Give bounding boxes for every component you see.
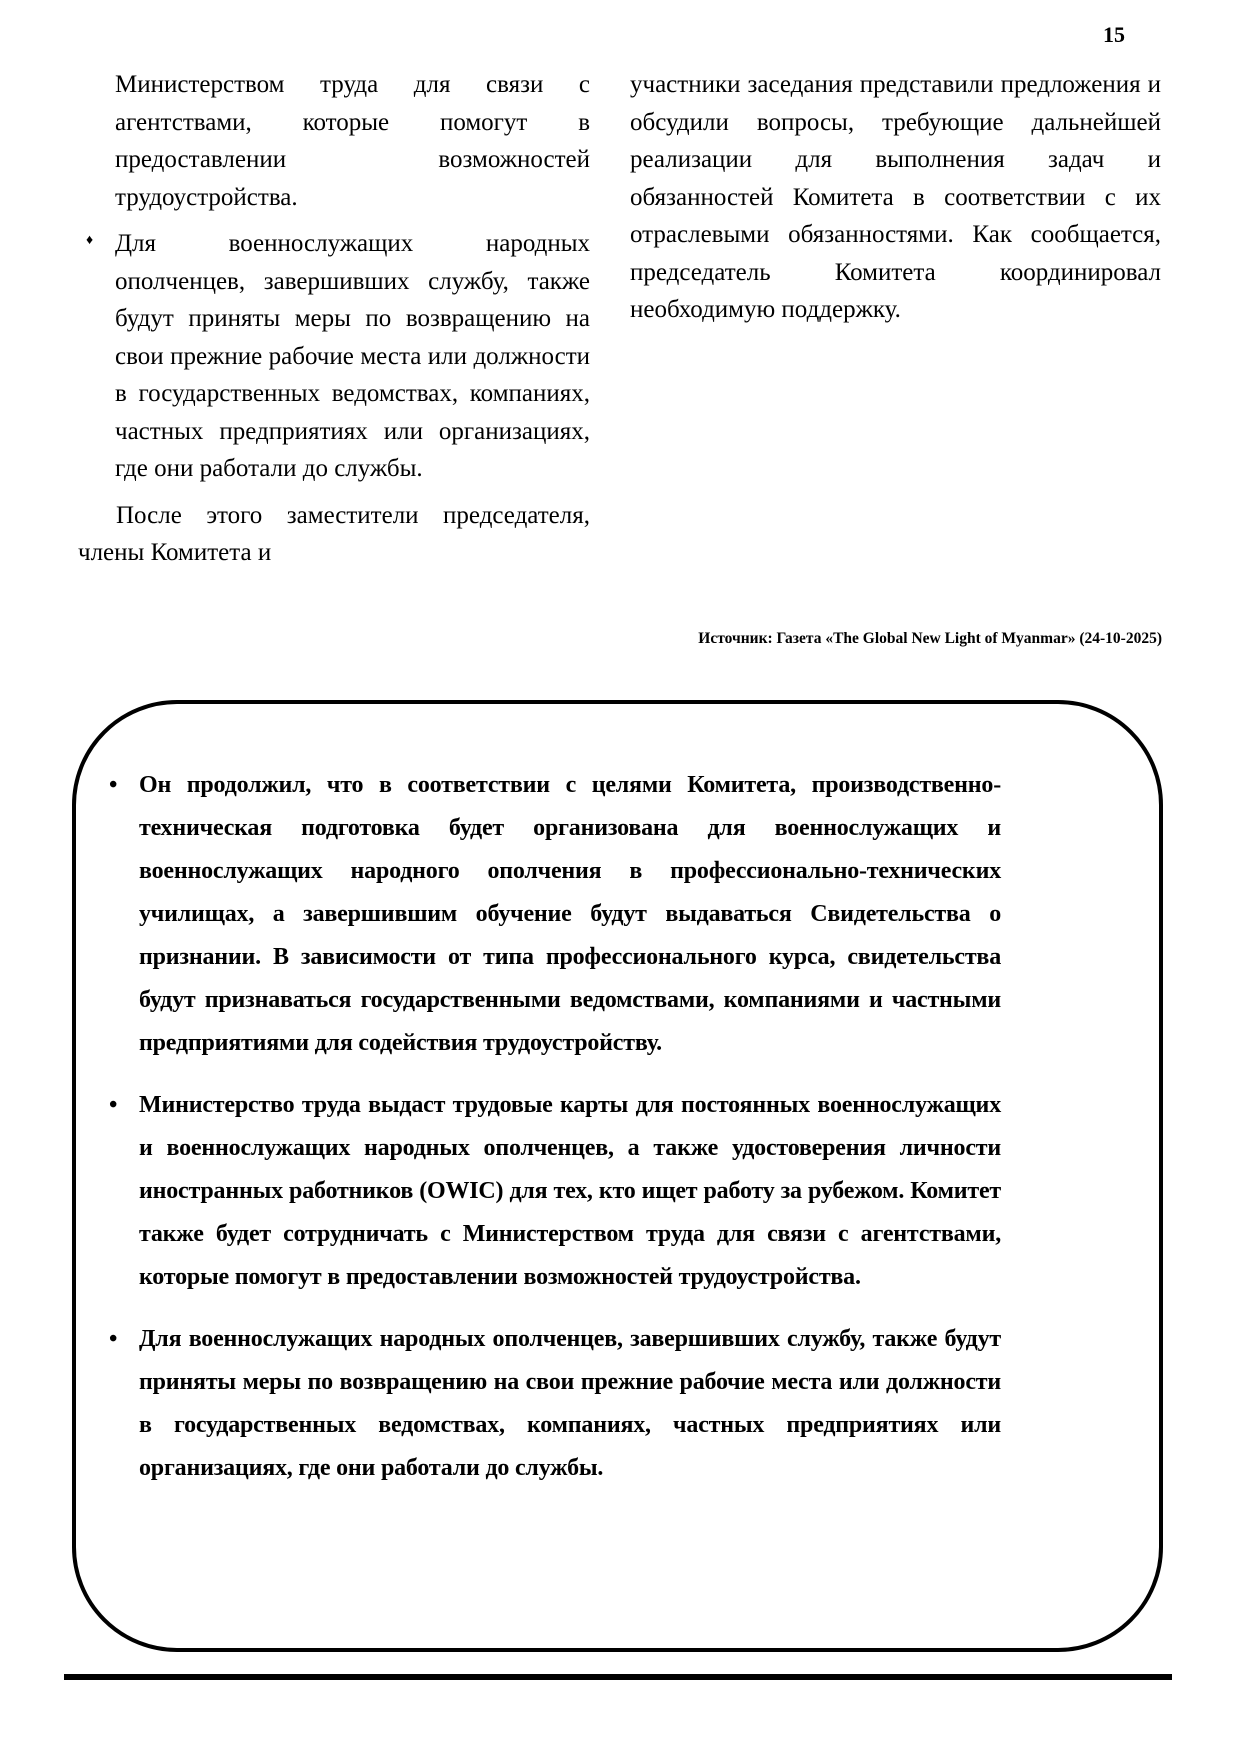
text-column-right: [630, 66, 1161, 338]
callout-bullet-item: [109, 764, 1001, 1065]
bullet-paragraph-text: Для военнослужащих народных ополченцев, завершивших службу, также будут приняты меры по возвращению на свои прежние рабочие места или должности в государственных ведомствах, компаниях, частных предприятиях или организациях, где они работали до службы.: [115, 230, 590, 482]
continuation-paragraph: Министерством труда для связи с агентствами, которые помогут в предоставлении возможностей трудоустройства.: [115, 71, 590, 211]
callout-bullet-item: [109, 1318, 1001, 1490]
callout-content: [109, 764, 1001, 1509]
footer-divider-rule: [64, 1674, 1172, 1680]
dot-bullet-icon: •: [109, 772, 118, 798]
dot-bullet-icon: •: [109, 1326, 118, 1352]
diamond-bullet-icon: ♦: [86, 233, 94, 248]
callout-bullet-item: [109, 1084, 1001, 1299]
closing-paragraph: После этого заместители председателя, члены Комитета и: [78, 501, 590, 566]
callout-item-text: Министерство труда выдаст трудовые карты для постоянных военнослужащих и военнослужащих народных ополченцев, а также удостоверения личности иностранных работников (OWIC) для тех, кто ищет работу за рубежом. Комитет также будет сотрудничать с Министерством труда для связи с агентствами, которые помогут в предоставлении возможностей трудоустройства.: [139, 1092, 1001, 1290]
text-column-left: [78, 66, 590, 581]
dot-bullet-icon: •: [109, 1092, 118, 1118]
source-citation: Источник: Газета «The Global New Light of Myanmar» (24-10-2025): [698, 630, 1162, 647]
callout-item-text: Для военнослужащих народных ополченцев, завершивших службу, также будут приняты меры по возвращению на свои прежние рабочие места или должности в государственных ведомствах, компаниях, частных предприятиях или организациях, где они работали до службы.: [139, 1326, 1001, 1481]
callout-box: [72, 700, 1163, 1652]
bullet-paragraph: [78, 225, 590, 488]
right-column-paragraph: участники заседания представили предложения и обсудили вопросы, требующие дальнейшей реализации для выполнения задач и обязанностей Комитета в соответствии с их отраслевыми обязанностями. Как сообщается, председатель Комитета координировал необходимую поддержку.: [630, 71, 1161, 323]
callout-item-text: Он продолжил, что в соответствии с целями Комитета, производственно-техническая подготовка будет организована для военнослужащих и военнослужащих народного ополчения в профессионально-технических училищах, а завершившим обучение будут выдаваться Свидетельства о признании. В зависимости от типа профессионального курса, свидетельства будут признаваться государственными ведомствами, компаниями и частными предприятиями для содействия трудоустройству.: [139, 772, 1001, 1056]
page-number: 15: [1103, 22, 1125, 47]
